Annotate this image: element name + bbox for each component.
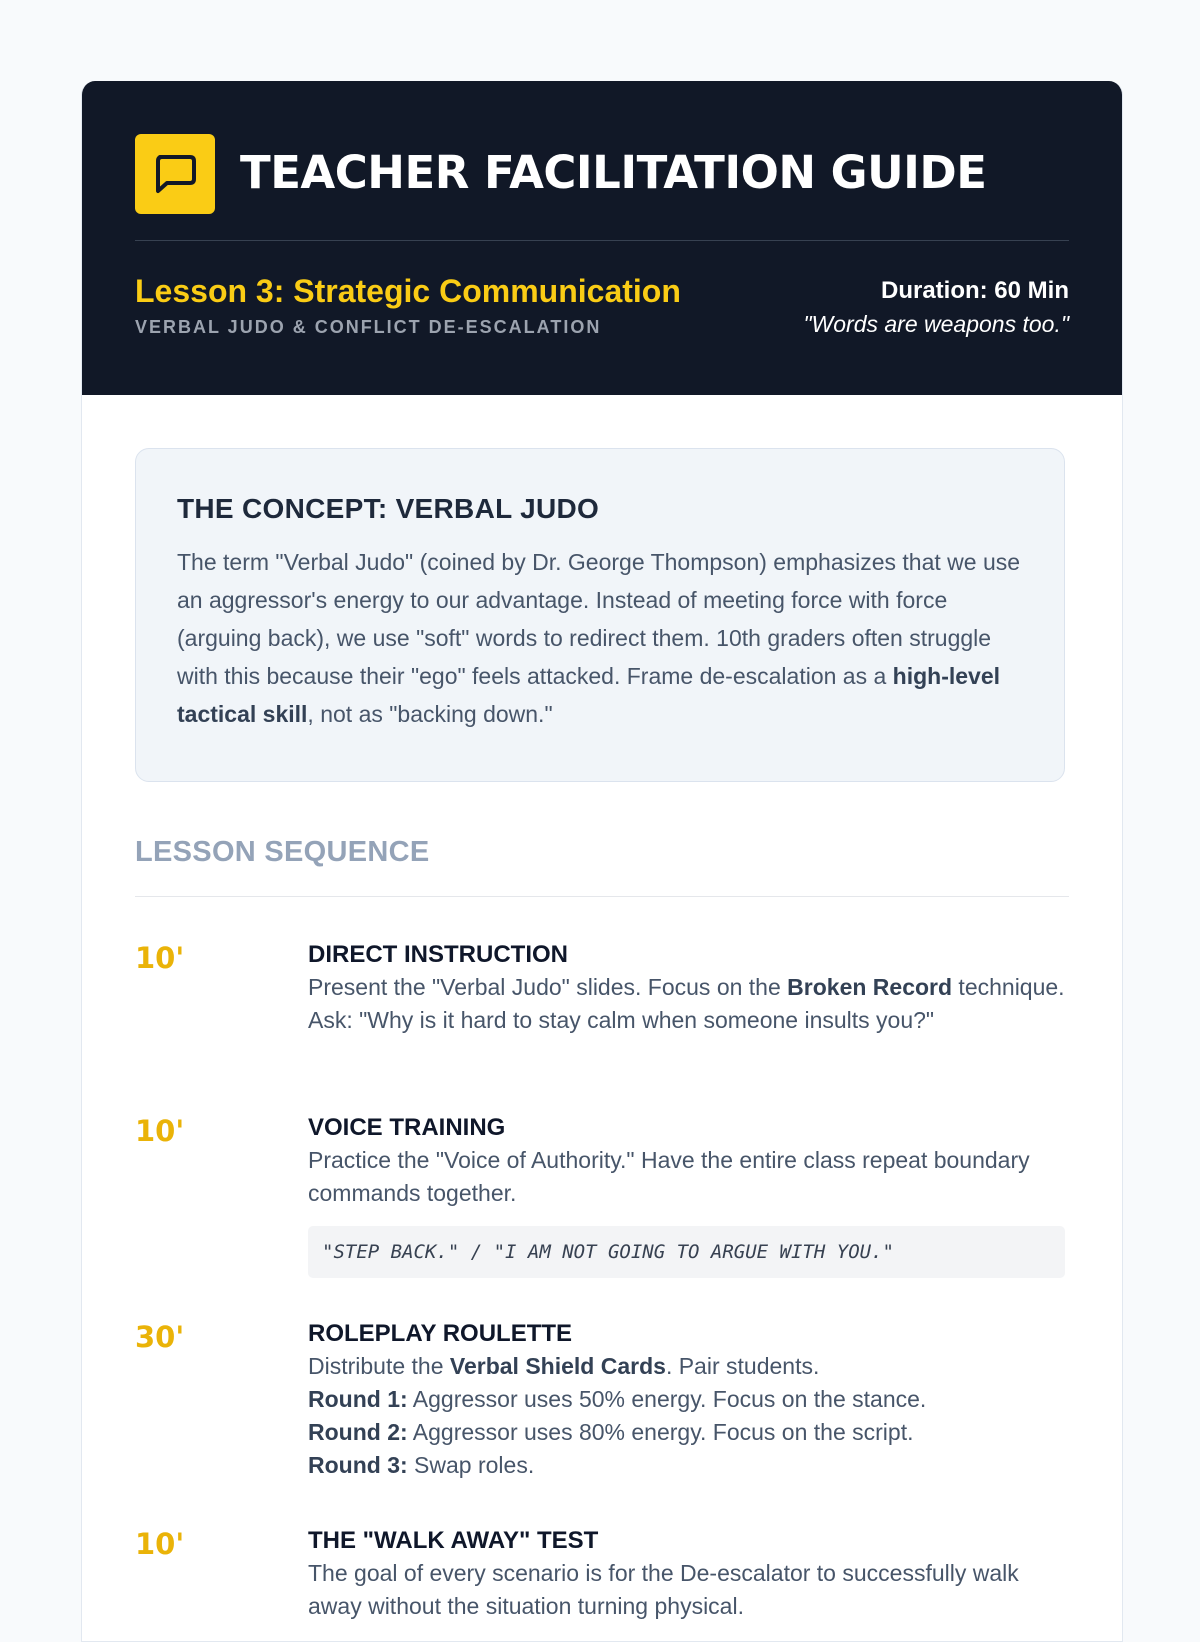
step-text-part: Distribute the bbox=[308, 1353, 450, 1379]
step-title: DIRECT INSTRUCTION bbox=[308, 941, 568, 968]
step-text bbox=[308, 1350, 1065, 1383]
concept-text: The term "Verbal Judo" (coined by Dr. George Thompson) emphasizes that we use an aggressor's energy to our advantage. Instead of meeting force with force (arguing back), we use "soft" words to redirect them. 10th graders often struggle with this because their "ego" feels attacked. Frame de-escalation as a bbox=[177, 549, 1021, 689]
lesson-title: Lesson 3: Strategic Communication bbox=[135, 273, 681, 309]
concept-body bbox=[177, 543, 1024, 733]
step-emphasis: Verbal Shield Cards bbox=[449, 1353, 666, 1379]
step-time: 10' bbox=[135, 1527, 185, 1561]
step-time: 10' bbox=[135, 941, 185, 975]
sequence-divider bbox=[135, 896, 1069, 897]
step-content bbox=[308, 1525, 1065, 1623]
concept-emphasis: high-level tactical skill bbox=[177, 663, 1001, 727]
concept-title: THE CONCEPT: VERBAL JUDO bbox=[177, 493, 600, 524]
round-text: Aggressor uses 80% energy. Focus on the script. bbox=[407, 1419, 914, 1445]
chat-bubble-icon bbox=[135, 134, 215, 214]
step-content bbox=[308, 1318, 1065, 1482]
round-label: Round 3: bbox=[308, 1452, 408, 1478]
step-time: 10' bbox=[135, 1114, 185, 1148]
step-text: Practice the "Voice of Authority." Have the entire class repeat boundary commands together. bbox=[308, 1147, 1030, 1206]
round-label: Round 2: bbox=[308, 1419, 408, 1445]
guide-title: TEACHER FACILITATION GUIDE bbox=[240, 146, 987, 199]
lesson-subtitle: VERBAL JUDO & CONFLICT DE-ESCALATION bbox=[135, 317, 602, 337]
sequence-heading: LESSON SEQUENCE bbox=[135, 836, 430, 868]
step-time: 30' bbox=[135, 1320, 185, 1354]
round-line bbox=[308, 1449, 1065, 1482]
step-text bbox=[308, 971, 1065, 1037]
round-line bbox=[308, 1383, 1065, 1416]
concept-text-end: , not as "backing down." bbox=[307, 701, 553, 727]
step-title: THE "WALK AWAY" TEST bbox=[308, 1527, 599, 1554]
round-text: Aggressor uses 50% energy. Focus on the stance. bbox=[407, 1386, 927, 1412]
step-text-part: technique. Ask: "Why is it hard to stay calm when someone insults you?" bbox=[308, 974, 1065, 1033]
step-content bbox=[308, 939, 1065, 1037]
guide-card bbox=[81, 81, 1123, 1642]
header-divider bbox=[135, 240, 1069, 241]
step-title: ROLEPLAY ROULETTE bbox=[308, 1320, 573, 1347]
command-quote: "STEP BACK." / "I AM NOT GOING TO ARGUE WITH YOU." bbox=[308, 1226, 1065, 1278]
round-label: Round 1: bbox=[308, 1386, 408, 1412]
step-text: The goal of every scenario is for the De-escalator to successfully walk away without the situation turning physical. bbox=[308, 1560, 1019, 1619]
step-text-part: . Pair students. bbox=[665, 1353, 820, 1379]
step-emphasis: Broken Record bbox=[787, 974, 953, 1000]
concept-box bbox=[135, 448, 1065, 782]
step-content bbox=[308, 1112, 1065, 1278]
step-text-part: Present the "Verbal Judo" slides. Focus on the bbox=[308, 974, 788, 1000]
round-text: Swap roles. bbox=[407, 1452, 535, 1478]
guide-header bbox=[82, 81, 1122, 395]
step-title: VOICE TRAINING bbox=[308, 1114, 506, 1141]
round-line bbox=[308, 1416, 1065, 1449]
lesson-motto: "Words are weapons too." bbox=[803, 311, 1069, 337]
lesson-duration: Duration: 60 Min bbox=[880, 277, 1069, 304]
